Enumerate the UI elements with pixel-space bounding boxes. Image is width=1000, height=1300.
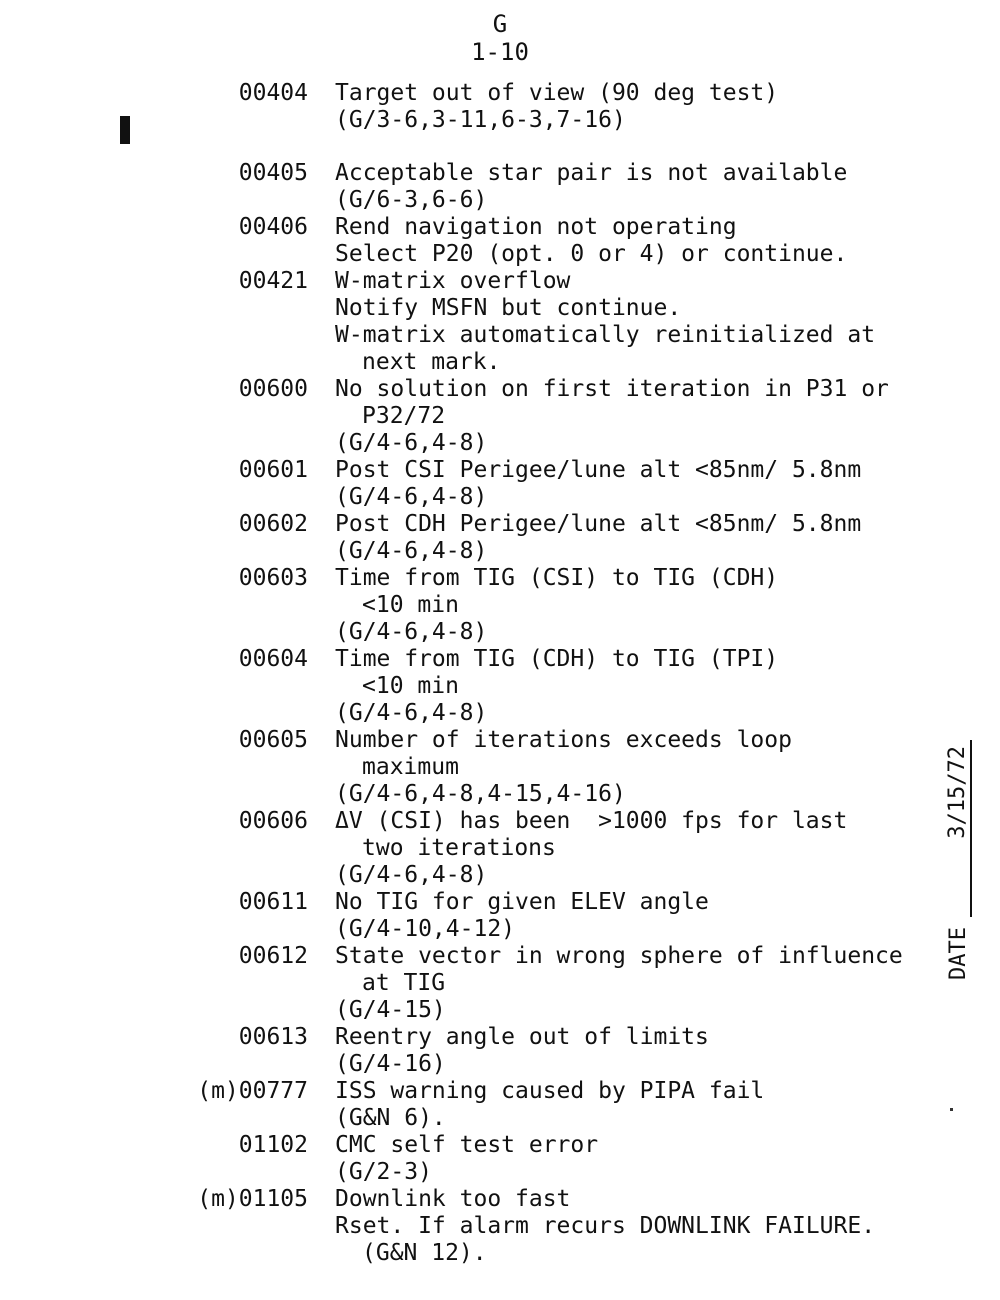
alarm-code: 00606 [238, 808, 308, 834]
description-line: Rset. If alarm recurs DOWNLINK FAILURE. [335, 1213, 876, 1239]
list-item [0, 214, 940, 268]
alarm-description [335, 80, 940, 134]
list-item [0, 889, 940, 943]
description-line: (G/2-3) [335, 1159, 432, 1185]
description-line: No TIG for given ELEV angle [335, 889, 709, 915]
description-line: Time from TIG (CSI) to TIG (CDH) [335, 565, 779, 591]
alarm-code: 00421 [238, 268, 308, 294]
list-item [0, 727, 940, 808]
alarm-description [335, 214, 940, 268]
description-line: <10 min [362, 592, 459, 618]
alarm-code: (m)00777 [197, 1078, 308, 1104]
description-line: P32/72 [362, 403, 446, 429]
alarm-code: 00404 [238, 80, 308, 106]
description-line: (G/4-6,4-8) [335, 484, 488, 510]
description-line: <10 min [362, 673, 459, 699]
list-item [0, 565, 940, 646]
description-line: ISS warning caused by PIPA fail [335, 1078, 765, 1104]
description-line: (G/6-3,6-6) [335, 187, 488, 213]
list-item [0, 1024, 940, 1078]
description-line: (G/3-6,3-11,6-3,7-16) [335, 107, 626, 133]
alarm-description [335, 160, 940, 214]
description-line: at TIG [362, 970, 446, 996]
list-item [0, 160, 940, 214]
alarm-code: 00601 [238, 457, 308, 483]
description-line: CMC self test error [335, 1132, 599, 1158]
list-item [0, 376, 940, 457]
alarm-code: 00405 [238, 160, 308, 186]
list-item [0, 268, 940, 376]
alarm-code: 00604 [238, 646, 308, 672]
alarm-description [335, 511, 940, 565]
alarm-code: 00605 [238, 727, 308, 753]
list-item [0, 457, 940, 511]
alarm-code: (m)01105 [197, 1186, 308, 1212]
description-line: W-matrix automatically reinitialized at [335, 322, 876, 348]
alarm-description [335, 1024, 940, 1078]
description-line: Target out of view (90 deg test) [335, 80, 779, 106]
alarm-code: 00613 [238, 1024, 308, 1050]
scan-speck [950, 1108, 953, 1111]
description-line: (G/4-6,4-8) [335, 700, 488, 726]
description-line: next mark. [362, 349, 501, 375]
alarm-description [335, 376, 940, 457]
description-line: W-matrix overflow [335, 268, 571, 294]
list-item [0, 1186, 940, 1267]
alarm-code: 01102 [238, 1132, 308, 1158]
description-line: (G&N 12). [362, 1240, 487, 1266]
description-line: (G/4-6,4-8) [335, 862, 488, 888]
description-line: Downlink too fast [335, 1186, 571, 1212]
description-line: ΔV (CSI) has been >1000 fps for last [335, 808, 848, 834]
description-line: Post CSI Perigee/lune alt <85nm/ 5.8nm [335, 457, 862, 483]
date-stamp [938, 740, 978, 980]
description-line: Rend navigation not operating [335, 214, 737, 240]
description-line: Acceptable star pair is not available [335, 160, 848, 186]
list-item [0, 1078, 940, 1132]
alarm-code: 00603 [238, 565, 308, 591]
alarm-code: 00406 [238, 214, 308, 240]
description-line: No solution on first iteration in P31 or [335, 376, 889, 402]
description-line: (G/4-10,4-12) [335, 916, 516, 942]
alarm-description [335, 1078, 940, 1132]
alarm-description [335, 646, 940, 727]
description-line: maximum [362, 754, 459, 780]
description-line: (G/4-6,4-8) [335, 430, 488, 456]
description-line: (G/4-6,4-8) [335, 538, 488, 564]
alarm-code: 00602 [238, 511, 308, 537]
date-field [944, 740, 972, 917]
page-header [0, 10, 1000, 66]
description-line: Number of iterations exceeds loop [335, 727, 792, 753]
list-item [0, 80, 940, 134]
alarm-description [335, 808, 940, 889]
alarm-description [335, 457, 940, 511]
alarm-description [335, 943, 940, 1024]
description-line: (G/4-15) [335, 997, 446, 1023]
alarm-code: 00611 [238, 889, 308, 915]
section-label: G [492, 10, 508, 38]
description-line: Time from TIG (CDH) to TIG (TPI) [335, 646, 779, 672]
alarm-description [335, 268, 940, 376]
description-line: (G&N 6). [335, 1105, 446, 1131]
alarm-description [335, 1132, 940, 1186]
description-line: Select P20 (opt. 0 or 4) or continue. [335, 241, 848, 267]
alarm-code: 00600 [238, 376, 308, 402]
description-line: (G/4-6,4-8) [335, 619, 488, 645]
description-line: State vector in wrong sphere of influence [335, 943, 903, 969]
alarm-code: 00612 [238, 943, 308, 969]
description-line: (G/4-16) [335, 1051, 446, 1077]
description-line: two iterations [362, 835, 556, 861]
alarm-code-list [0, 80, 940, 1267]
list-item [0, 511, 940, 565]
alarm-description [335, 889, 940, 943]
description-line: (G/4-6,4-8,4-15,4-16) [335, 781, 626, 807]
alarm-description [335, 727, 940, 808]
date-label: DATE [945, 927, 971, 980]
list-item [0, 943, 940, 1024]
alarm-description [335, 565, 940, 646]
page-number: 1-10 [471, 38, 529, 66]
date-value: 3/15/72 [945, 746, 970, 839]
alarm-description [335, 1186, 940, 1267]
list-item [0, 646, 940, 727]
description-line: Notify MSFN but continue. [335, 295, 682, 321]
description-line: Reentry angle out of limits [335, 1024, 709, 1050]
description-line: Post CDH Perigee/lune alt <85nm/ 5.8nm [335, 511, 862, 537]
list-item [0, 1132, 940, 1186]
list-item [0, 808, 940, 889]
